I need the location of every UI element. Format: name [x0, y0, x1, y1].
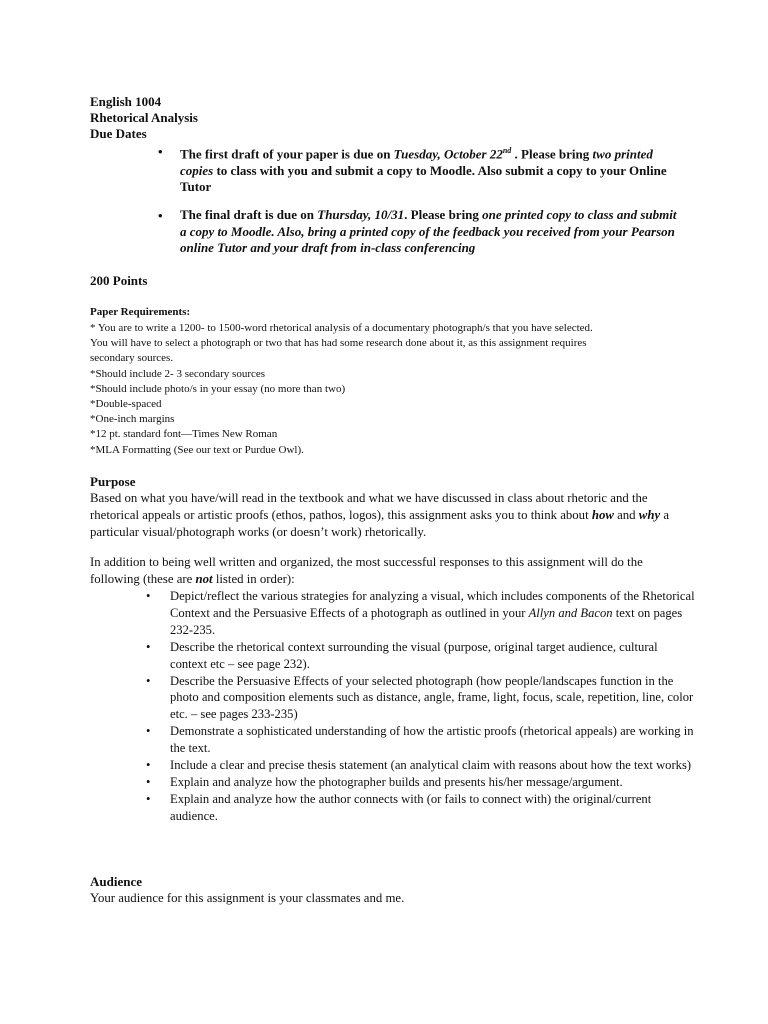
bullet-icon: •	[146, 774, 151, 789]
audience-heading: Audience	[90, 874, 142, 889]
requirement-line: * You are to write a 1200- to 1500-word rhetorical analysis of a documentary photograph/s that you have selected.	[90, 322, 593, 334]
bullet-icon: •	[146, 791, 151, 806]
due-dates-heading: Due Dates	[90, 126, 147, 141]
criteria-intro-paragraph: In addition to being well written and organized, the most successful responses to this assignment will do the following (these are not listed in order):	[90, 555, 643, 586]
purpose-paragraph: Based on what you have/will read in the textbook and what we have discussed in class about rhetoric and the rhetorical appeals or artistic proofs (ethos, pathos, logos), this assignment asks you to think about how and why a particular visual/photograph works (or doesn’t work) rhetorically.	[90, 491, 670, 539]
final-draft-due-item: The final draft is due on Thursday, 10/31. Please bring one printed copy to class and submit a copy to Moodle. Also, bring a printed copy of the feedback you received from your Pearson online Tutor and your draft from in-class conferencing	[180, 207, 677, 255]
requirement-line: *Double-spaced	[90, 398, 162, 411]
points-heading: 200 Points	[90, 273, 148, 288]
audience-paragraph: Your audience for this assignment is your classmates and me.	[90, 891, 405, 905]
requirement-line: *Should include 2- 3 secondary sources	[90, 367, 266, 380]
list-item: • Explain and analyze how the photographer builds and presents his/her message/argument.	[146, 774, 623, 789]
list-item: • Describe the Persuasive Effects of your selected photograph (how people/landscapes function in the photo and composition elements such as distance, angle, frame, light, focus, scale, repetition, line, color etc. – see pages 233-235)	[146, 673, 694, 722]
bullet-icon: •	[146, 724, 151, 739]
requirement-line: secondary sources.	[90, 352, 174, 365]
course-title: English 1004	[90, 94, 162, 109]
bullet-icon: •	[146, 673, 151, 688]
bullet-icon: •	[146, 639, 151, 654]
bullet-icon: •	[146, 589, 151, 603]
requirement-line: *One-inch margins	[90, 413, 175, 426]
final-draft-date: Thursday, 10/31	[317, 207, 405, 222]
requirement-line: *Should include photo/s in your essay (no more than two)	[90, 382, 346, 395]
assignment-title: Rhetorical Analysis	[90, 110, 198, 125]
bullet-icon: •	[158, 208, 163, 223]
first-draft-due-item: The first draft of your paper is due on Tuesday, October 22nd . Please bring two printed copies to class with you and submit a copy to Moodle. Also submit a copy to your Online Tutor	[180, 146, 667, 195]
first-draft-date: Tuesday, October 22	[393, 146, 503, 162]
requirement-line: *MLA Formatting (See our text or Purdue Owl).	[90, 443, 304, 456]
bullet-icon: •	[158, 144, 163, 159]
criteria-list	[146, 588, 696, 825]
bullet-icon: •	[146, 758, 151, 773]
list-item: • Include a clear and precise thesis statement (an analytical claim with reasons about how the text works)	[146, 758, 692, 773]
list-item: • Depict/reflect the various strategies for analyzing a visual, which includes components of the Rhetorical Context and the Persuasive Effects of a photograph as outlined in your Allyn and Bacon text on pages 232-235.	[146, 589, 695, 637]
list-item: • Describe the rhetorical context surrounding the visual (purpose, original target audience, cultural context etc – see page 232).	[146, 639, 658, 671]
requirements-heading: Paper Requirements:	[90, 306, 191, 318]
requirement-line: *12 pt. standard font—Times New Roman	[90, 428, 278, 441]
list-item: • Explain and analyze how the author connects with (or fails to connect with) the original/current audience.	[146, 791, 652, 823]
requirement-line: You will have to select a photograph or two that has had some research done about it, as this assignment requires	[90, 337, 587, 350]
purpose-heading: Purpose	[90, 474, 136, 489]
list-item: • Demonstrate a sophisticated understanding of how the artistic proofs (rhetorical appeals) are working in the text.	[146, 724, 694, 756]
requirements-list	[90, 321, 690, 458]
